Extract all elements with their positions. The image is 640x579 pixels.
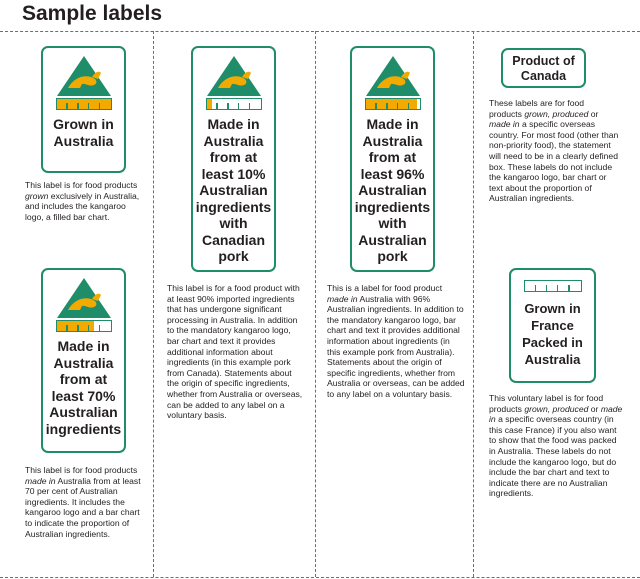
label-grown-in-australia	[41, 46, 126, 173]
label-text: Made in Australia from at least 10% Australian ingredients with Canadian pork	[195, 116, 272, 264]
column-divider-3	[473, 31, 474, 577]
proportion-bar-chart	[365, 98, 421, 110]
bar-fill	[207, 99, 212, 109]
bar-fill	[57, 99, 111, 109]
kangaroo-logo-icon	[56, 277, 112, 319]
bottom-divider	[0, 577, 640, 578]
description-made-70: This label is for food products made in Australia from at least 70 per cent of Australian ingredients. It includes the kangaroo logo and a bar chart to indicate the proportion of Australian ingredients.	[25, 465, 141, 539]
label-made-from-70-percent	[41, 268, 126, 453]
description-made-10: This label is for a food product with at least 90% imported ingredients that has undergone significant processing in Australia. In addition to the mandatory kangaroo logo, bar chart and text it provides additional information about ingredients (in this example pork from Canada). Statements about the origin of specific ingredients, whether from Australia or overseas, can be added to any label on a voluntary basis.	[167, 283, 303, 421]
label-made-from-10-percent	[191, 46, 276, 272]
label-text: Made in Australia from at least 96% Australian ingredients with Australian pork	[354, 116, 431, 264]
label-text: Product of Canada	[512, 54, 575, 83]
column-divider-1	[153, 31, 154, 577]
label-product-of-canada	[501, 48, 586, 88]
top-divider	[0, 31, 640, 32]
label-grown-in-france-packed-in-australia	[509, 268, 596, 383]
bar-fill	[366, 99, 418, 109]
label-text: Made in Australia from at least 70% Australian ingredients	[45, 338, 122, 437]
label-text: Grown in France Packed in Australia	[522, 301, 583, 367]
column-divider-2	[315, 31, 316, 577]
description-grown-in-france: This voluntary label is for food products grown, produced or made in a specific overseas country (in this case France) if you also want to show that the food was packed in Australia. These labels do not include the kangaroo logo, but do include the bar chart and text to indicate there are no Australian ingredients.	[489, 393, 623, 499]
kangaroo-logo-icon	[206, 55, 262, 97]
proportion-bar-chart	[56, 320, 112, 332]
kangaroo-logo-icon	[56, 55, 112, 97]
description-product-of-canada: These labels are for food products grown, produced or made in a specific overseas country. For most food (other than non-priority food), the statement will need to be in a clearly defined box. These labels do not include the kangaroo logo, bar chart or text about the proportion of Australian ingredients.	[489, 98, 619, 204]
proportion-bar-chart	[206, 98, 262, 110]
kangaroo-logo-icon	[365, 55, 421, 97]
label-made-from-96-percent	[350, 46, 435, 272]
proportion-bar-chart	[56, 98, 112, 110]
label-text: Grown in Australia	[53, 116, 114, 149]
page-title: Sample labels	[22, 2, 163, 25]
description-grown: This label is for food products grown exclusively in Australia, and includes the kangaroo logo, a filled bar chart.	[25, 180, 140, 222]
proportion-bar-chart	[524, 280, 582, 292]
description-made-96: This is a label for food product made in Australia with 96% Australian ingredients. In addition to the mandatory kangaroo logo, bar chart and text it provides additional information about ingredients (in this example pork from Australia). Statements about the origin of specific ingredients, whether from Australia or overseas, can be added to any label on a voluntary basis.	[327, 283, 465, 399]
